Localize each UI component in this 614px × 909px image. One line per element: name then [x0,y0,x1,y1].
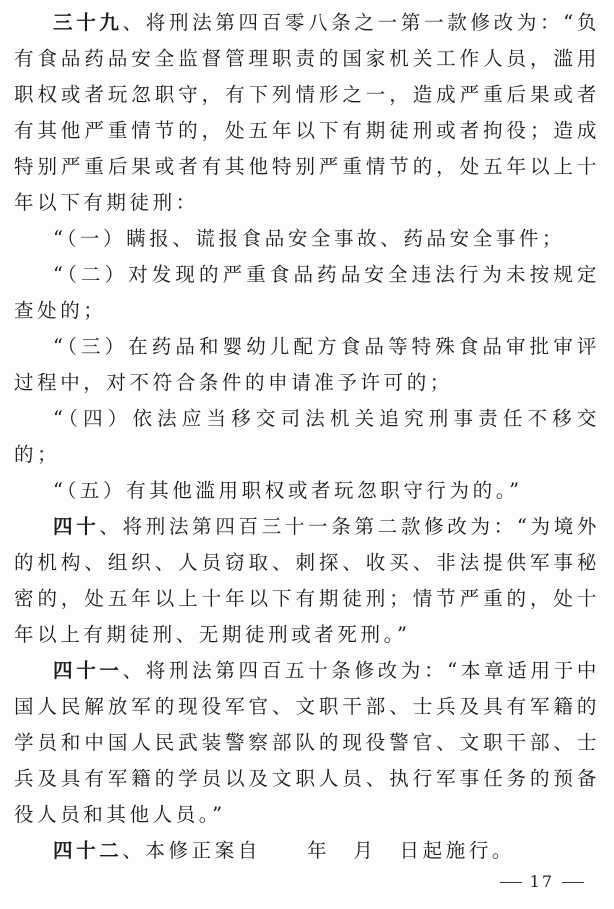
list-item-1: “（一）瞒报、谎报食品安全事故、药品安全事件； [53,227,566,250]
article-41 [14,653,600,833]
article-42-number: 四十二 [53,839,123,862]
article-42 [14,833,600,869]
article-42-text: 、本修正案自 年 月 日起施行。 [122,839,516,862]
article-41-number: 四十一 [53,659,123,682]
article-39-text: 、将刑法第四百零八条之一第一款修改为：“负有食品药品安全监督管理职责的国家机关工作人员，滥用职权或者玩忽职守，有下列情形之一，造成严重后果或者有其他严重情节的，处五年以下有期徒刑或者拘役；造成特别严重后果或者有其他特别严重情节的，处五年以上十年以下有期徒刑： [14,11,600,214]
article-39 [14,5,600,221]
article-40 [14,509,600,653]
page-footer [0,872,614,891]
article-39-number: 三十九 [53,11,123,34]
list-item-2: “（二）对发现的严重食品药品安全违法行为未按规定查处的； [14,263,600,322]
footer-dash-right [562,882,584,883]
list-item-3: “（三）在药品和婴幼儿配方食品等特殊食品审批审评过程中，对不符合条件的申请准予许可的； [14,335,600,394]
footer-dash-left [500,882,522,883]
list-item-5: “（五）有其他滥用职权或者玩忽职守行为的。” [53,479,523,502]
article-40-number: 四十 [53,515,100,538]
article-40-text: 、将刑法第四百三十一条第二款修改为：“为境外的机构、组织、人员窃取、刺探、收买、非法提供军事秘密的，处五年以上十年以下有期徒刑；情节严重的，处十年以上有期徒刑、无期徒刑或者死刑。” [14,515,600,646]
page-number: 17 [529,872,554,891]
list-item-4: “（四）依法应当移交司法机关追究刑事责任不移交的； [14,407,600,466]
article-41-text: 、将刑法第四百五十条修改为：“本章适用于中国人民解放军的现役军官、文职干部、士兵及具有军籍的学员和中国人民武装警察部队的现役警官、文职干部、士兵及具有军籍的学员以及文职人员、执行军事任务的预备役人员和其他人员。” [14,659,600,826]
